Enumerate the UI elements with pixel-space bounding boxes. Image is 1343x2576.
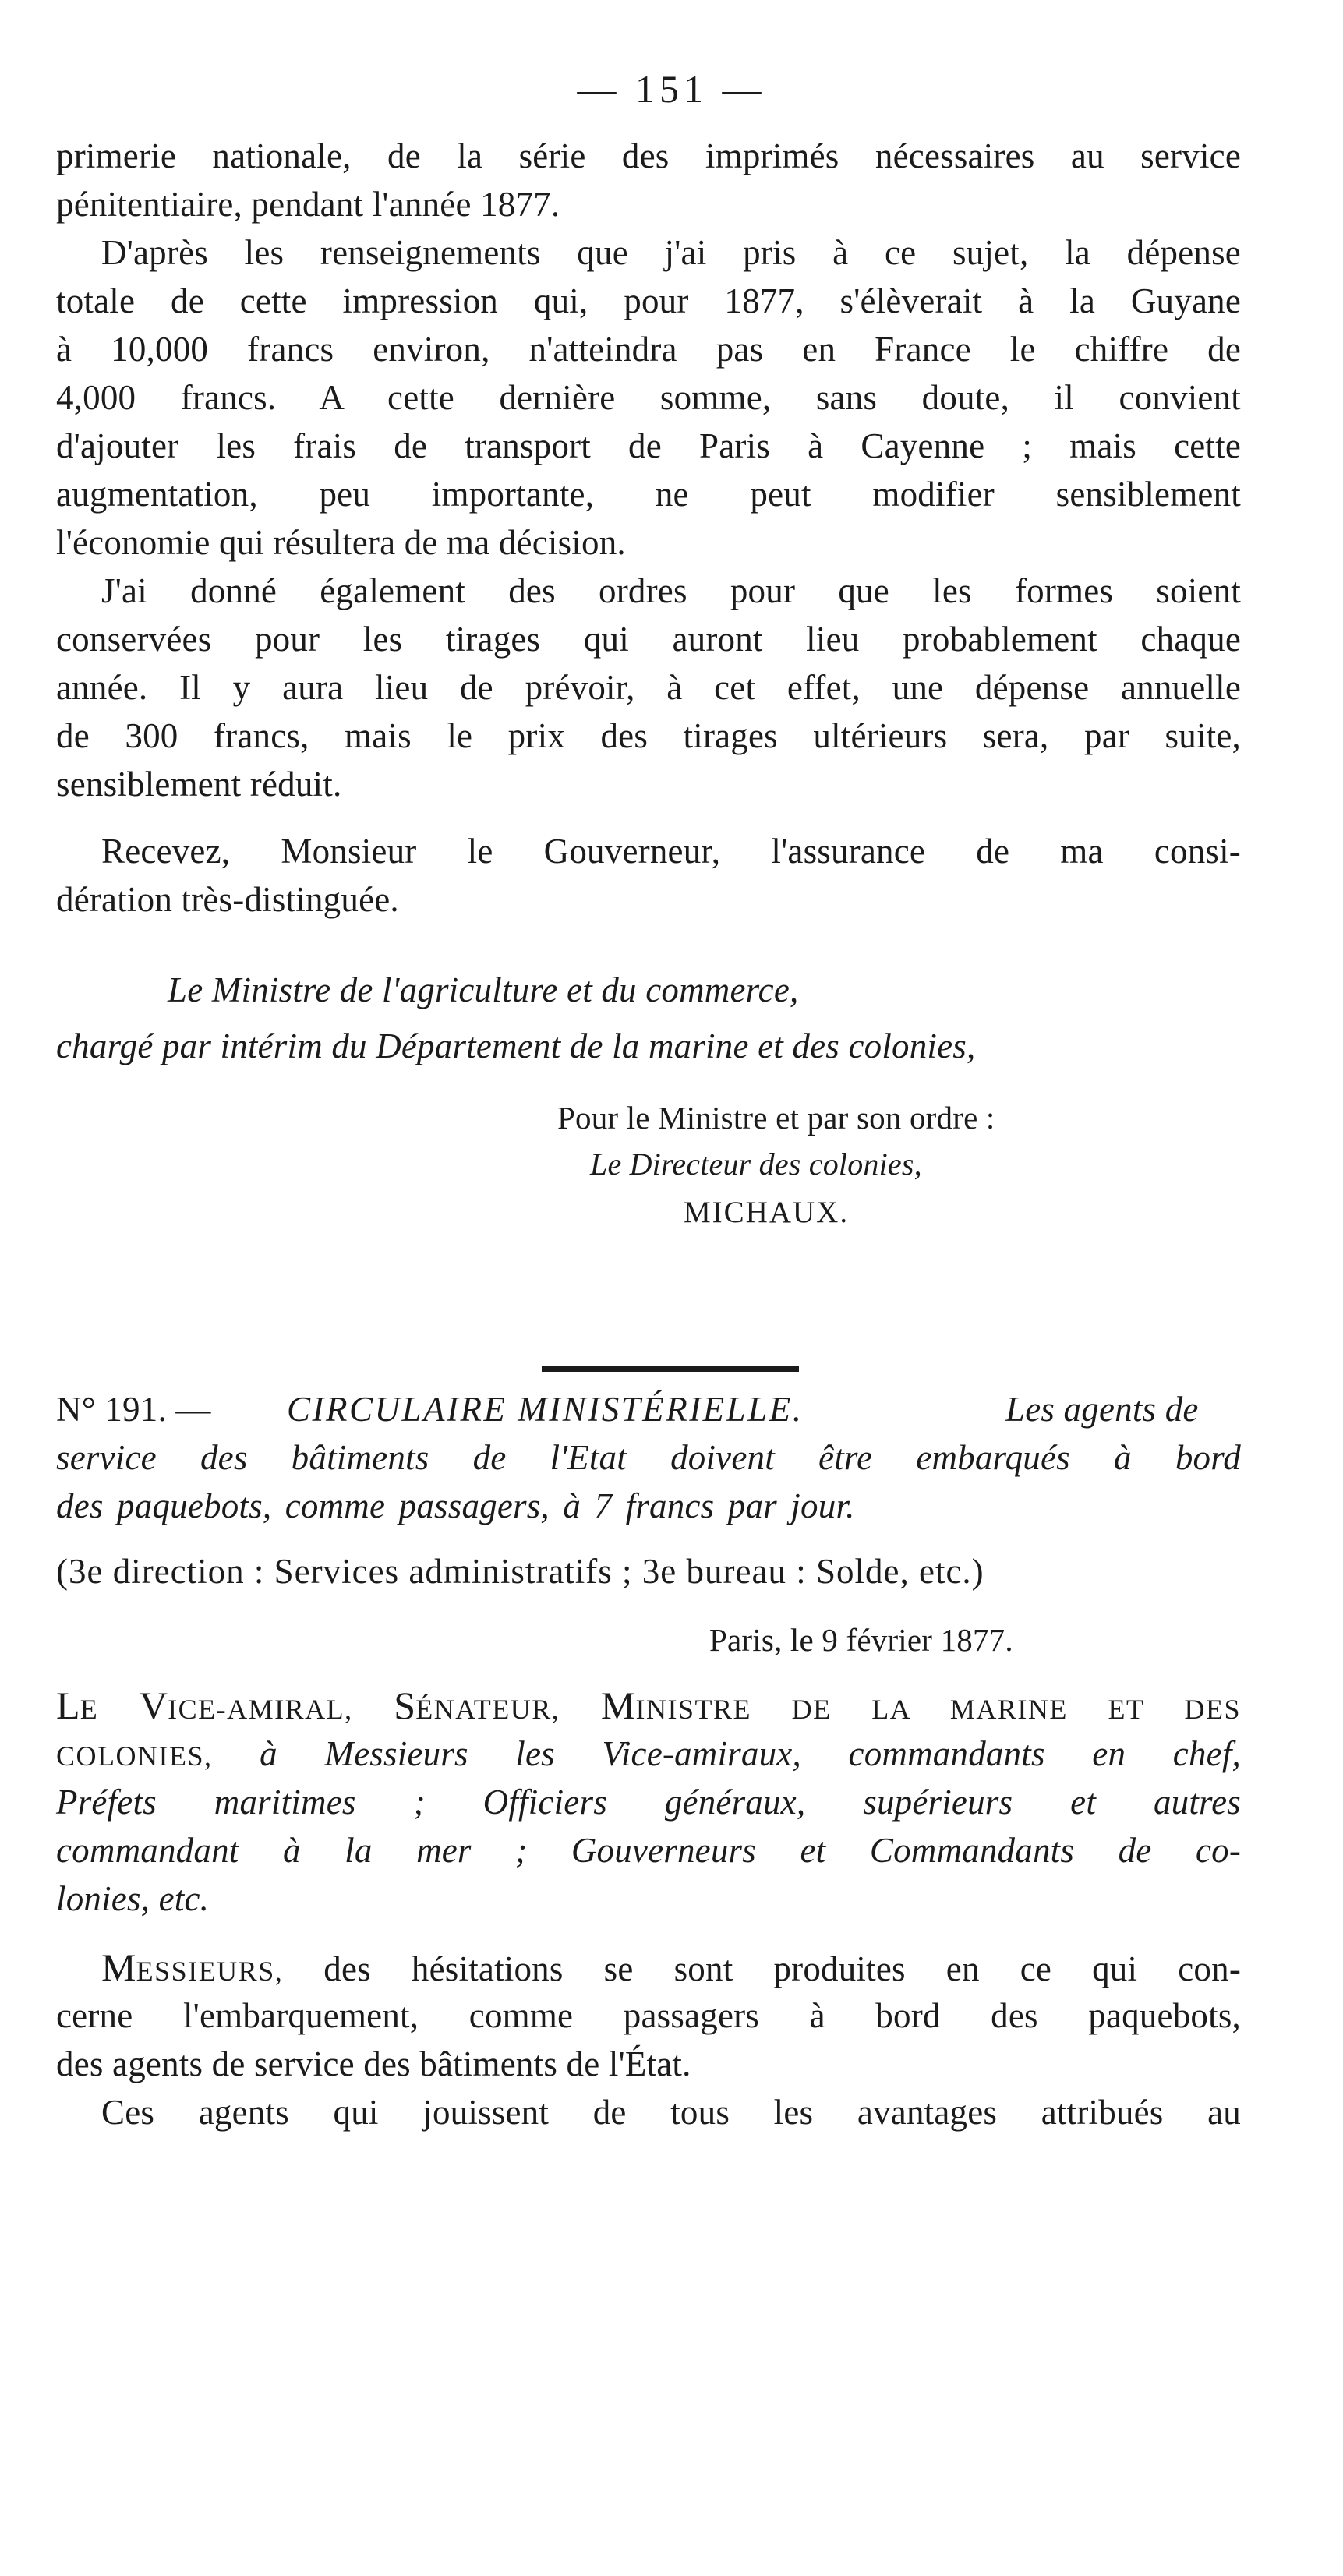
letter-line-1: primerie nationale, de la série des imprimés nécessaires au service: [56, 136, 1241, 175]
addressee-line-3: Préfets maritimes ; Officiers généraux, supérieurs et autres: [56, 1783, 1241, 1822]
addressee-line-2-text: à Messieurs les Vice-amiraux, commandants en chef,: [260, 1734, 1241, 1773]
addressee-line-2: [56, 1730, 1241, 1779]
body-line-1-text: des hésitations se sont produites en ce qui con-: [323, 1949, 1242, 1988]
letter-line-16: dération très-distinguée.: [56, 880, 399, 919]
body-initial-m: M: [101, 1945, 136, 1989]
signature-minister-line-1: Le Ministre de l'agriculture et du commerce,: [168, 970, 799, 1009]
circular-number: N° 191. —: [56, 1390, 211, 1429]
addressee-initial-s: S: [394, 1684, 416, 1727]
signature-director: Le Directeur des colonies,: [590, 1147, 922, 1182]
body-line-2: cerne l'embarquement, comme passagers à bord des paquebots,: [56, 1996, 1241, 2035]
addressee-line-1: [56, 1682, 1241, 1733]
letter-line-11: conservées pour les tirages qui auront lieu probablement chaque: [56, 620, 1241, 659]
letter-line-5: à 10,000 francs environ, n'atteindra pas en France le chiffre de: [56, 330, 1241, 369]
letter-line-9: l'économie qui résultera de ma décision.: [56, 523, 626, 562]
letter-line-3: D'après les renseignements que j'ai pris à ce sujet, la dépense: [101, 233, 1241, 272]
letter-line-2: pénitentiaire, pendant l'année 1877.: [56, 185, 560, 224]
page-number: — 151 —: [577, 67, 766, 111]
addressee-line-4: commandant à la mer ; Gouverneurs et Commandants de co-: [56, 1831, 1241, 1870]
letter-line-13: de 300 francs, mais le prix des tirages ultérieurs sera, par suite,: [56, 716, 1241, 755]
signature-minister-line-2: chargé par intérim du Département de la marine et des colonies,: [56, 1027, 976, 1065]
letter-line-4: totale de cette impression qui, pour 1877, s'élèverait à la Guyane: [56, 281, 1241, 320]
signature-name: MICHAUX.: [684, 1196, 850, 1229]
body-line-4: Ces agents qui jouissent de tous les avantages attribués au: [101, 2093, 1241, 2132]
addressee-smallcaps-senateur: ÉNATEUR,: [415, 1694, 560, 1725]
addressee-initial-l: L: [56, 1684, 80, 1727]
addressee-line-5: lonies, etc.: [56, 1879, 210, 1918]
addressee-initial-v: V: [139, 1684, 168, 1727]
letter-line-8: augmentation, peu importante, ne peut modifier sensiblement: [56, 475, 1241, 514]
letter-line-7: d'ajouter les frais de transport de Paris à Cayenne ; mais cette: [56, 426, 1241, 465]
section-divider: [542, 1366, 799, 1372]
circular-summary-line-2: service des bâtiments de l'Etat doivent être embarqués à bord: [56, 1438, 1241, 1477]
signature-for-minister: Pour le Ministre et par son ordre :: [557, 1100, 995, 1136]
circular-place-date: Paris, le 9 février 1877.: [709, 1622, 1013, 1658]
letter-line-14: sensiblement réduit.: [56, 765, 342, 804]
circular-summary-line-3: des paquebots, comme passagers, à 7 francs par jour.: [56, 1486, 855, 1525]
body-salutation: ESSIEURS,: [136, 1956, 284, 1987]
addressee-colonies: COLONIES,: [56, 1740, 213, 1772]
body-line-1: [101, 1944, 1241, 1995]
letter-line-6: 4,000 francs. A cette dernière somme, sans doute, il convient: [56, 378, 1241, 417]
circular-summary-line-1: Les agents de: [1005, 1390, 1199, 1429]
letter-line-12: année. Il y aura lieu de prévoir, à cet effet, une dépense annuelle: [56, 668, 1241, 707]
addressee-smallcaps-ministre: INISTRE DE LA MARINE ET DES: [635, 1694, 1242, 1725]
circular-direction: (3e direction : Services administratifs ; 3e bureau : Solde, etc.): [56, 1552, 984, 1591]
addressee-smallcaps-vice-amiral: ICE-AMIRAL,: [168, 1694, 353, 1725]
letter-line-15: Recevez, Monsieur le Gouverneur, l'assurance de ma consi-: [101, 832, 1241, 871]
addressee-initial-m: M: [600, 1684, 636, 1727]
addressee-smallcaps-e: E: [80, 1694, 99, 1725]
circular-title: CIRCULAIRE MINISTÉRIELLE.: [287, 1390, 804, 1429]
letter-line-10: J'ai donné également des ordres pour que les formes soient: [101, 571, 1241, 610]
body-line-3: des agents de service des bâtiments de l'État.: [56, 2044, 691, 2083]
